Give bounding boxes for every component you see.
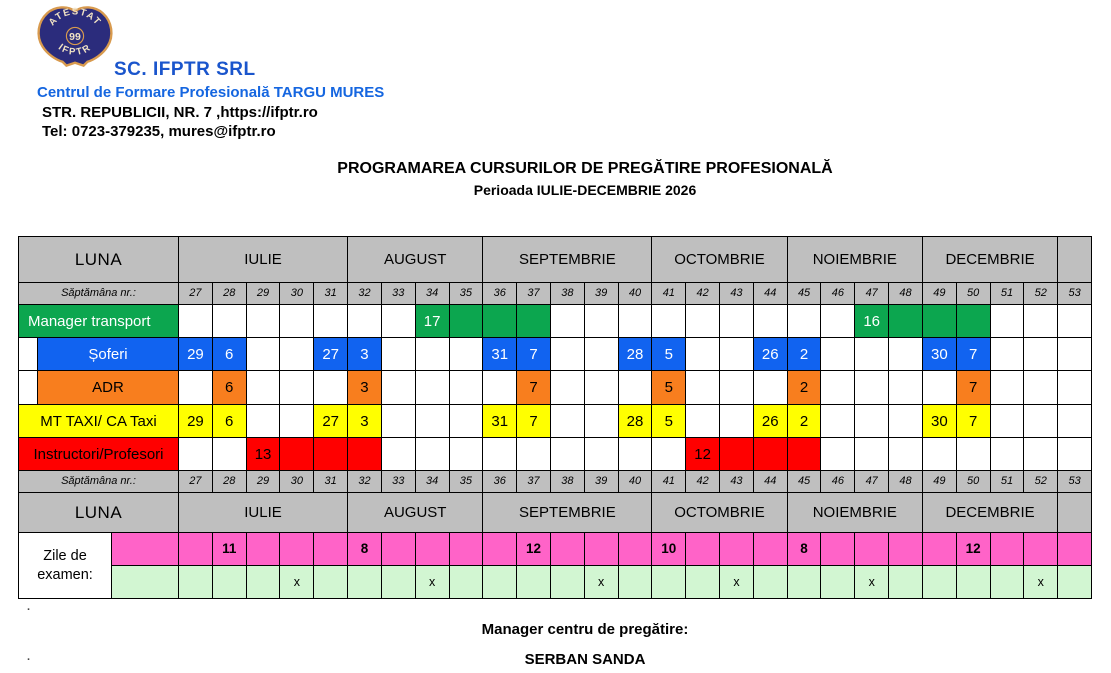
exam-x-cell: x bbox=[280, 566, 314, 599]
course-week-cell: 26 bbox=[754, 338, 788, 371]
course-week-cell bbox=[585, 438, 619, 471]
course-week-cell bbox=[788, 305, 822, 338]
month-header-top: OCTOMBRIE bbox=[652, 237, 787, 283]
course-week-cell: 30 bbox=[923, 338, 957, 371]
course-week-cell bbox=[247, 305, 281, 338]
course-week-cell bbox=[720, 305, 754, 338]
exam-label-line2: examen: bbox=[37, 566, 93, 583]
course-week-cell: 7 bbox=[957, 338, 991, 371]
course-week-cell bbox=[720, 405, 754, 438]
exam-date-cell: 12 bbox=[517, 533, 551, 566]
exam-x-cell: x bbox=[855, 566, 889, 599]
week-number-cell: 30 bbox=[280, 283, 314, 305]
month-header-top: SEPTEMBRIE bbox=[483, 237, 652, 283]
course-week-cell: 29 bbox=[179, 405, 213, 438]
month-header-top: DECEMBRIE bbox=[923, 237, 1058, 283]
week-number-cell: 38 bbox=[551, 471, 585, 493]
week-number-cell: 30 bbox=[280, 471, 314, 493]
week-number-cell: 36 bbox=[483, 283, 517, 305]
exam-date-cell bbox=[551, 533, 585, 566]
course-label-cell bbox=[19, 371, 179, 405]
exam-date-cell bbox=[923, 533, 957, 566]
course-week-cell: 7 bbox=[957, 405, 991, 438]
course-week-cell bbox=[855, 438, 889, 471]
course-label-cell bbox=[19, 438, 179, 471]
week-number-cell: 40 bbox=[619, 283, 653, 305]
course-week-cell: 27 bbox=[314, 405, 348, 438]
week-number-cell: 27 bbox=[179, 283, 213, 305]
week-number-cell: 28 bbox=[213, 471, 247, 493]
course-week-cell bbox=[855, 405, 889, 438]
exam-date-cell: 8 bbox=[348, 533, 382, 566]
course-week-cell bbox=[652, 305, 686, 338]
course-week-cell bbox=[686, 405, 720, 438]
course-week-cell bbox=[314, 305, 348, 338]
course-week-cell: 5 bbox=[652, 405, 686, 438]
exam-date-cell: 10 bbox=[652, 533, 686, 566]
luna-header-top: LUNA bbox=[19, 237, 179, 283]
week-number-cell: 48 bbox=[889, 471, 923, 493]
course-week-cell bbox=[416, 405, 450, 438]
exam-date-cell: 11 bbox=[213, 533, 247, 566]
course-week-cell bbox=[247, 338, 281, 371]
month-header-bottom: OCTOMBRIE bbox=[652, 493, 787, 533]
week-number-cell: 27 bbox=[179, 471, 213, 493]
address-line: STR. REPUBLICII, NR. 7 ,https://ifptr.ro bbox=[42, 104, 318, 121]
page-subtitle: Perioada IULIE-DECEMBRIE 2026 bbox=[473, 182, 697, 198]
page-title: PROGRAMAREA CURSURILOR DE PREGĂTIRE PROFESIONALĂ bbox=[337, 160, 833, 177]
week-row-label-bottom: Săptămâna nr.: bbox=[19, 471, 179, 493]
label-indent bbox=[19, 338, 38, 370]
course-week-cell: 5 bbox=[652, 338, 686, 371]
exam-x-cell bbox=[991, 566, 1025, 599]
exam-x-cell bbox=[213, 566, 247, 599]
course-week-cell bbox=[720, 438, 754, 471]
course-week-cell bbox=[416, 438, 450, 471]
course-week-cell bbox=[179, 371, 213, 405]
course-week-cell: 2 bbox=[788, 371, 822, 405]
exam-label-line1: Zile de bbox=[43, 548, 87, 564]
week-number-cell: 51 bbox=[991, 471, 1025, 493]
exam-date-cell bbox=[1058, 533, 1092, 566]
exam-x-cell bbox=[889, 566, 923, 599]
course-week-cell bbox=[957, 438, 991, 471]
exam-date-cell bbox=[483, 533, 517, 566]
course-week-cell: 7 bbox=[517, 338, 551, 371]
exam-x-cell bbox=[686, 566, 720, 599]
course-week-cell bbox=[585, 338, 619, 371]
course-week-cell bbox=[855, 338, 889, 371]
course-week-cell bbox=[720, 338, 754, 371]
manager-name: SERBAN SANDA bbox=[524, 651, 646, 668]
course-week-cell: 31 bbox=[483, 338, 517, 371]
week-number-cell: 47 bbox=[855, 283, 889, 305]
exam-x-cell bbox=[619, 566, 653, 599]
course-week-cell bbox=[1024, 305, 1058, 338]
week-number-cell: 49 bbox=[923, 471, 957, 493]
course-label-cell bbox=[19, 405, 179, 438]
course-week-cell: 3 bbox=[348, 405, 382, 438]
training-center-name: Centrul de Formare Profesională TARGU MURES bbox=[37, 84, 385, 101]
course-week-cell: 29 bbox=[179, 338, 213, 371]
course-week-cell: 2 bbox=[788, 405, 822, 438]
course-week-cell: 3 bbox=[348, 338, 382, 371]
course-week-cell: 30 bbox=[923, 405, 957, 438]
exam-date-cell bbox=[889, 533, 923, 566]
course-week-cell bbox=[382, 438, 416, 471]
course-week-cell bbox=[483, 371, 517, 405]
exam-date-cell bbox=[686, 533, 720, 566]
week-number-cell: 52 bbox=[1024, 283, 1058, 305]
exam-date-cell bbox=[585, 533, 619, 566]
course-week-cell bbox=[348, 305, 382, 338]
course-week-cell bbox=[686, 338, 720, 371]
exam-x-cell bbox=[348, 566, 382, 599]
course-week-cell bbox=[889, 371, 923, 405]
week-number-cell: 31 bbox=[314, 471, 348, 493]
exam-x-cell bbox=[788, 566, 822, 599]
week-number-cell: 37 bbox=[517, 471, 551, 493]
document-title-block bbox=[65, 160, 1105, 198]
exam-date-cell bbox=[1024, 533, 1058, 566]
course-week-cell bbox=[991, 438, 1025, 471]
week-number-cell: 29 bbox=[247, 283, 281, 305]
signature-block bbox=[65, 621, 1105, 668]
week-number-cell: 51 bbox=[991, 283, 1025, 305]
week-number-cell: 34 bbox=[416, 471, 450, 493]
course-week-cell bbox=[754, 305, 788, 338]
exam-date-cell bbox=[179, 533, 213, 566]
course-week-cell bbox=[551, 405, 585, 438]
exam-x-cell bbox=[923, 566, 957, 599]
exam-x-cell bbox=[1058, 566, 1092, 599]
week-number-cell: 34 bbox=[416, 283, 450, 305]
exam-x-cell bbox=[754, 566, 788, 599]
exam-x-cell: x bbox=[720, 566, 754, 599]
course-week-cell bbox=[450, 371, 484, 405]
week-number-cell: 28 bbox=[213, 283, 247, 305]
course-week-cell: 12 bbox=[686, 438, 720, 471]
course-week-cell bbox=[1024, 438, 1058, 471]
course-week-cell bbox=[585, 305, 619, 338]
course-week-cell bbox=[213, 438, 247, 471]
course-week-cell bbox=[247, 405, 281, 438]
course-week-cell bbox=[991, 371, 1025, 405]
week-number-cell: 42 bbox=[686, 471, 720, 493]
course-week-cell: 31 bbox=[483, 405, 517, 438]
course-week-cell: 2 bbox=[788, 338, 822, 371]
course-week-cell bbox=[821, 305, 855, 338]
schedule-table bbox=[18, 236, 1092, 599]
week-number-cell: 41 bbox=[652, 283, 686, 305]
course-week-cell bbox=[855, 371, 889, 405]
company-name: SC. IFPTR SRL bbox=[114, 59, 256, 80]
course-week-cell bbox=[585, 371, 619, 405]
course-week-cell bbox=[821, 438, 855, 471]
exam-filler-pink-cell bbox=[112, 533, 179, 566]
week-number-cell: 43 bbox=[720, 283, 754, 305]
course-week-cell bbox=[517, 305, 551, 338]
course-week-cell bbox=[551, 338, 585, 371]
exam-x-cell: x bbox=[416, 566, 450, 599]
exam-date-cell bbox=[720, 533, 754, 566]
course-week-cell bbox=[280, 438, 314, 471]
stray-mark: . bbox=[27, 601, 31, 613]
course-week-cell bbox=[1024, 405, 1058, 438]
month-header-bottom: SEPTEMBRIE bbox=[483, 493, 652, 533]
exam-date-cell: 8 bbox=[788, 533, 822, 566]
week-number-cell: 35 bbox=[450, 283, 484, 305]
week-number-cell: 46 bbox=[821, 471, 855, 493]
course-week-cell bbox=[280, 305, 314, 338]
month-header-top: AUGUST bbox=[348, 237, 483, 283]
course-week-cell bbox=[686, 371, 720, 405]
course-week-cell bbox=[517, 438, 551, 471]
exam-days-label-cell bbox=[19, 533, 112, 599]
course-week-cell bbox=[821, 338, 855, 371]
week-number-cell: 41 bbox=[652, 471, 686, 493]
luna-header-bottom: LUNA bbox=[19, 493, 179, 533]
course-week-cell: 5 bbox=[652, 371, 686, 405]
course-label: Șoferi bbox=[38, 338, 178, 370]
week-number-cell: 53 bbox=[1058, 283, 1092, 305]
week-number-cell: 35 bbox=[450, 471, 484, 493]
exam-x-cell: x bbox=[585, 566, 619, 599]
exam-x-cell: x bbox=[1024, 566, 1058, 599]
month-header-bottom: DECEMBRIE bbox=[923, 493, 1058, 533]
course-week-cell bbox=[382, 405, 416, 438]
course-week-cell bbox=[821, 405, 855, 438]
course-week-cell bbox=[280, 405, 314, 438]
course-week-cell bbox=[788, 438, 822, 471]
exam-x-cell bbox=[450, 566, 484, 599]
course-week-cell bbox=[619, 438, 653, 471]
course-week-cell bbox=[450, 405, 484, 438]
course-week-cell: 7 bbox=[517, 371, 551, 405]
exam-date-cell bbox=[991, 533, 1025, 566]
course-week-cell: 28 bbox=[619, 405, 653, 438]
company-logo bbox=[33, 4, 117, 68]
course-label-cell bbox=[19, 305, 179, 338]
course-week-cell: 13 bbox=[247, 438, 281, 471]
course-week-cell bbox=[1024, 371, 1058, 405]
exam-x-cell bbox=[314, 566, 348, 599]
course-week-cell bbox=[720, 371, 754, 405]
week-number-cell: 48 bbox=[889, 283, 923, 305]
course-week-cell bbox=[1024, 338, 1058, 371]
course-week-cell bbox=[314, 371, 348, 405]
course-week-cell bbox=[551, 438, 585, 471]
manager-title-line: Manager centru de pregătire: bbox=[481, 621, 689, 638]
label-indent bbox=[19, 371, 38, 404]
week-number-cell: 46 bbox=[821, 283, 855, 305]
course-week-cell bbox=[179, 305, 213, 338]
exam-date-cell bbox=[280, 533, 314, 566]
exam-date-cell bbox=[855, 533, 889, 566]
course-week-cell bbox=[585, 405, 619, 438]
course-week-cell bbox=[483, 438, 517, 471]
course-week-cell bbox=[551, 371, 585, 405]
course-week-cell bbox=[619, 371, 653, 405]
week-number-cell: 31 bbox=[314, 283, 348, 305]
week-number-cell: 39 bbox=[585, 471, 619, 493]
course-week-cell: 3 bbox=[348, 371, 382, 405]
course-week-cell bbox=[754, 371, 788, 405]
course-week-cell: 6 bbox=[213, 338, 247, 371]
week-number-cell: 36 bbox=[483, 471, 517, 493]
course-label: ADR bbox=[38, 371, 178, 404]
course-week-cell bbox=[280, 338, 314, 371]
course-week-cell bbox=[923, 438, 957, 471]
exam-date-cell bbox=[382, 533, 416, 566]
course-week-cell bbox=[416, 338, 450, 371]
course-week-cell bbox=[551, 305, 585, 338]
course-week-cell bbox=[348, 438, 382, 471]
course-week-cell bbox=[280, 371, 314, 405]
exam-date-cell: 12 bbox=[957, 533, 991, 566]
course-week-cell: 6 bbox=[213, 405, 247, 438]
month-header-bottom: AUGUST bbox=[348, 493, 483, 533]
exam-x-cell bbox=[652, 566, 686, 599]
exam-x-cell bbox=[517, 566, 551, 599]
course-week-cell bbox=[889, 338, 923, 371]
course-week-cell: 27 bbox=[314, 338, 348, 371]
course-week-cell bbox=[1058, 438, 1092, 471]
week-number-cell: 47 bbox=[855, 471, 889, 493]
stray-mark: . bbox=[27, 651, 31, 663]
week-number-cell: 42 bbox=[686, 283, 720, 305]
week-number-cell: 44 bbox=[754, 283, 788, 305]
week-number-cell: 44 bbox=[754, 471, 788, 493]
course-week-cell bbox=[450, 305, 484, 338]
week-number-cell: 29 bbox=[247, 471, 281, 493]
course-week-cell bbox=[686, 305, 720, 338]
exam-date-cell bbox=[754, 533, 788, 566]
week-number-cell: 50 bbox=[957, 283, 991, 305]
course-week-cell: 6 bbox=[213, 371, 247, 405]
course-week-cell bbox=[1058, 305, 1092, 338]
week-number-cell: 32 bbox=[348, 471, 382, 493]
course-week-cell bbox=[923, 371, 957, 405]
course-week-cell: 7 bbox=[517, 405, 551, 438]
course-week-cell bbox=[1058, 405, 1092, 438]
month-header-top: NOIEMBRIE bbox=[788, 237, 923, 283]
course-label-cell bbox=[19, 338, 179, 371]
exam-date-cell bbox=[450, 533, 484, 566]
exam-x-cell bbox=[179, 566, 213, 599]
course-week-cell bbox=[314, 438, 348, 471]
week-number-cell: 33 bbox=[382, 283, 416, 305]
course-week-cell: 28 bbox=[619, 338, 653, 371]
month-header-bottom bbox=[1058, 493, 1092, 533]
course-week-cell bbox=[991, 305, 1025, 338]
week-number-cell: 37 bbox=[517, 283, 551, 305]
course-label: MT TAXI/ CA Taxi bbox=[19, 405, 178, 437]
exam-date-cell bbox=[416, 533, 450, 566]
month-header-top: IULIE bbox=[179, 237, 348, 283]
exam-x-cell bbox=[483, 566, 517, 599]
course-week-cell bbox=[483, 305, 517, 338]
phone-email-line: Tel: 0723-379235, mures@ifptr.ro bbox=[42, 123, 276, 140]
course-week-cell bbox=[1058, 371, 1092, 405]
course-week-cell bbox=[416, 371, 450, 405]
course-week-cell: 7 bbox=[957, 371, 991, 405]
course-week-cell bbox=[450, 438, 484, 471]
exam-date-cell bbox=[314, 533, 348, 566]
week-number-cell: 45 bbox=[788, 283, 822, 305]
course-week-cell bbox=[213, 305, 247, 338]
course-week-cell bbox=[754, 438, 788, 471]
course-week-cell bbox=[889, 438, 923, 471]
course-label: Instructori/Profesori bbox=[19, 438, 178, 470]
week-row-label-top: Săptămâna nr.: bbox=[19, 283, 179, 305]
week-number-cell: 32 bbox=[348, 283, 382, 305]
logo-bottom-text: IFPTR bbox=[56, 41, 94, 58]
course-week-cell bbox=[821, 371, 855, 405]
week-number-cell: 50 bbox=[957, 471, 991, 493]
exam-date-cell bbox=[619, 533, 653, 566]
course-week-cell bbox=[450, 338, 484, 371]
exam-x-cell bbox=[247, 566, 281, 599]
exam-x-cell bbox=[821, 566, 855, 599]
week-number-cell: 33 bbox=[382, 471, 416, 493]
course-week-cell bbox=[179, 438, 213, 471]
week-number-cell: 45 bbox=[788, 471, 822, 493]
week-number-cell: 52 bbox=[1024, 471, 1058, 493]
course-label: Manager transport bbox=[19, 305, 178, 337]
month-header-bottom: IULIE bbox=[179, 493, 348, 533]
course-week-cell bbox=[991, 338, 1025, 371]
course-week-cell bbox=[382, 338, 416, 371]
exam-x-cell bbox=[551, 566, 585, 599]
course-week-cell bbox=[991, 405, 1025, 438]
course-week-cell bbox=[889, 305, 923, 338]
week-number-cell: 43 bbox=[720, 471, 754, 493]
course-week-cell bbox=[247, 371, 281, 405]
week-number-cell: 53 bbox=[1058, 471, 1092, 493]
course-week-cell bbox=[382, 371, 416, 405]
week-number-cell: 40 bbox=[619, 471, 653, 493]
course-week-cell bbox=[652, 438, 686, 471]
logo-middle-text: 99 bbox=[69, 30, 81, 43]
exam-filler-mint-cell bbox=[112, 566, 179, 599]
logo-top-text: ATESTAT bbox=[46, 6, 104, 29]
course-week-cell bbox=[619, 305, 653, 338]
course-week-cell bbox=[1058, 338, 1092, 371]
course-week-cell: 16 bbox=[855, 305, 889, 338]
exam-date-cell bbox=[247, 533, 281, 566]
exam-x-cell bbox=[957, 566, 991, 599]
month-header-top bbox=[1058, 237, 1092, 283]
month-header-bottom: NOIEMBRIE bbox=[788, 493, 923, 533]
course-week-cell bbox=[923, 305, 957, 338]
course-week-cell bbox=[957, 305, 991, 338]
week-number-cell: 49 bbox=[923, 283, 957, 305]
exam-x-cell bbox=[382, 566, 416, 599]
week-number-cell: 38 bbox=[551, 283, 585, 305]
week-number-cell: 39 bbox=[585, 283, 619, 305]
course-week-cell bbox=[382, 305, 416, 338]
course-week-cell: 26 bbox=[754, 405, 788, 438]
exam-date-cell bbox=[821, 533, 855, 566]
course-week-cell: 17 bbox=[416, 305, 450, 338]
course-week-cell bbox=[889, 405, 923, 438]
